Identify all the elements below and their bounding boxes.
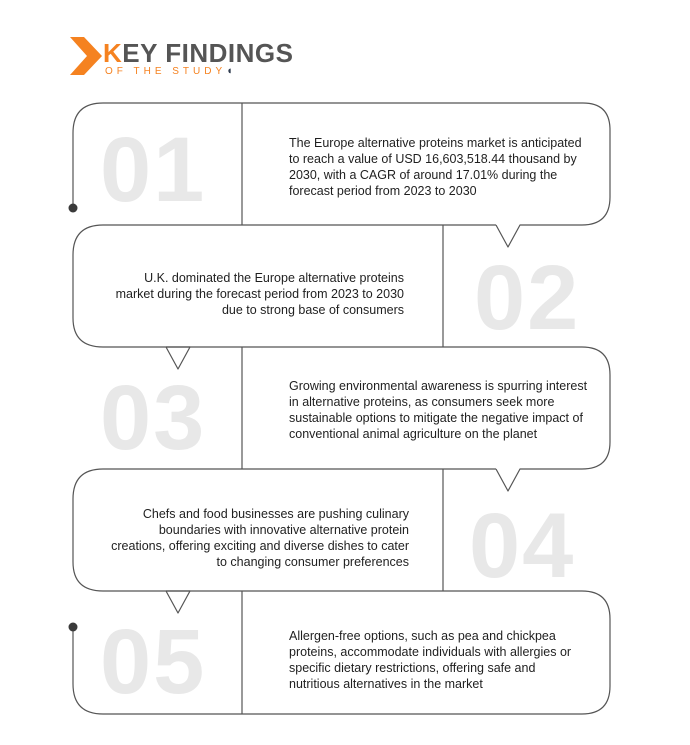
finding-number-4: 04	[469, 495, 576, 597]
finding-text-4: Chefs and food businesses are pushing culinary boundaries with innovative alternative protein creations, offering exciting and diverse dishes to cater to changing consumer preferences	[111, 507, 409, 569]
finding-number-1: 01	[100, 119, 207, 221]
title-first-letter: K	[103, 38, 123, 68]
subtitle-mark-icon: ◖	[226, 65, 233, 77]
finding-text-1: The Europe alternative proteins market is anticipated to reach a value of USD 16,603,518.44 thousand by 2030, with a CAGR of around 17.01% during the forecast period from 2023 to 2030	[289, 136, 582, 198]
timeline-dot-end	[69, 623, 78, 632]
finding-number-5: 05	[100, 611, 207, 713]
title-rest: EY FINDINGS	[122, 38, 294, 68]
finding-text-5: Allergen-free options, such as pea and chickpea proteins, accommodate individuals with allergies or specific dietary restrictions, offering safe and nutritious alternatives in the market	[289, 629, 572, 691]
finding-text-3: Growing environmental awareness is spurring interest in alternative proteins, as consumers seek more sustainable options to mitigate the negative impact of conventional animal agriculture on the planet	[289, 379, 588, 441]
finding-text-2: U.K. dominated the Europe alternative proteins market during the forecast period from 2023 to 2030 due to strong base of consumers	[115, 271, 404, 317]
timeline-dot-start	[69, 204, 78, 213]
subtitle-text: OF THE STUDY	[105, 66, 227, 77]
finding-number-3: 03	[100, 367, 207, 469]
finding-number-2: 02	[474, 247, 581, 349]
